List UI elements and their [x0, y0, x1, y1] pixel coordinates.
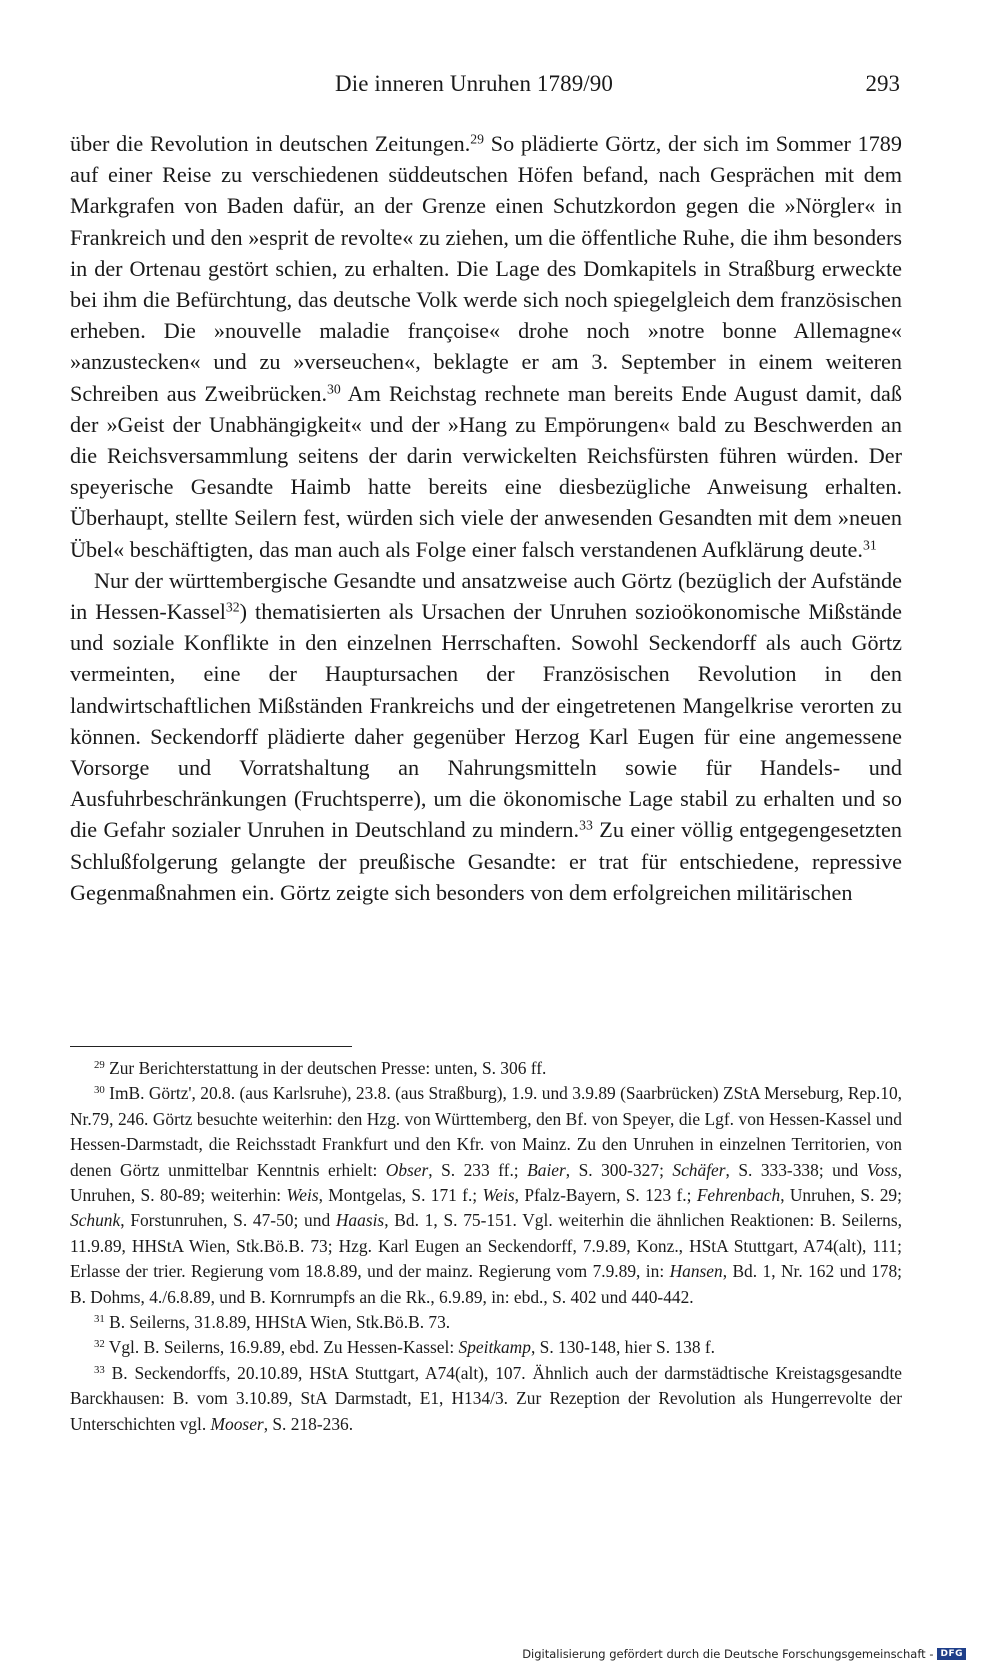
body-text [70, 128, 902, 908]
author-name: Hansen [669, 1261, 723, 1282]
footnote-32 [70, 1335, 902, 1360]
author-name: Obser [385, 1159, 429, 1180]
footnote-31 [70, 1310, 902, 1335]
page-number: 293 [865, 71, 900, 96]
footnote-divider [70, 1046, 352, 1047]
author-name: Weis [286, 1185, 319, 1206]
footnote-ref-32: 32 [225, 599, 240, 615]
text-run: , S. 233 ff.; [428, 1159, 528, 1180]
digitization-credit [522, 1647, 966, 1661]
running-title: Die inneren Unruhen 1789/90 [335, 71, 613, 96]
author-name: Speitkamp [458, 1337, 531, 1358]
author-name: Weis [482, 1185, 515, 1206]
footnote-number: 31 [94, 1313, 105, 1326]
footnote-number: 29 [94, 1059, 105, 1072]
text-run: Zu einer völlig entgegengesetzten Schlußfolgerung gelangte der preußische Gesandte: er trat für entschiedene, repressive Gegenmaßnahmen ein. Görtz zeigte sich besonders von dem erfolgreichen militärischen [70, 817, 902, 905]
footnote-ref-33: 33 [579, 817, 593, 833]
text-run: , Bd. 1, Nr. 162 und 178; B. Dohms, 4./6.8.89, und B. Kornrumpfs an die Rk., 6.9.89, in: ebd., S. 402 und 440-442. [70, 1261, 902, 1307]
text-run: , Bd. 1, S. 75-151. Vgl. weiterhin die ähnlichen Reaktionen: B. Seilerns, 11.9.89, HHStA Wien, Stk.Bö.B. 73; Hzg. Karl Eugen an Seckendorff, 7.9.89, Konz., HStA Stuttgart, A74(alt), 111; Erlasse der trier. Regierung vom 18.8.89, und der mainz. Regierung vom 7.9.89, in: [70, 1210, 902, 1282]
footnote-ref-29: 29 [470, 131, 484, 147]
footnote-number: 30 [94, 1084, 105, 1097]
text-run: über die Revolution in deutschen Zeitungen. [70, 131, 471, 156]
footnote-ref-31: 31 [862, 537, 877, 553]
paragraph-1 [70, 128, 902, 565]
footnote-text: B. Seilerns, 31.8.89, HHStA Wien, Stk.Bö.B. 73. [104, 1312, 451, 1333]
text-run: B. Seckendorffs, 20.10.89, HStA Stuttgart, A74(alt), 107. Ähnlich auch der darmstädtische Kreistagsgesandte Barckhausen: B. vom 3.10.89, StA Darmstadt, E1, H134/3. Zur Rezeption der Revolution als Hungerrevolte der Unterschichten vgl. [70, 1362, 902, 1434]
footnote-33 [70, 1361, 902, 1437]
footnote-number: 32 [94, 1338, 105, 1351]
footnote-ref-30: 30 [327, 381, 341, 397]
digitization-text: Digitalisierung gefördert durch die Deutsche Forschungsgemeinschaft - [522, 1647, 934, 1661]
footnote-number: 33 [94, 1363, 105, 1376]
text-run: ) thematisierten als Ursachen der Unruhen sozioökonomische Mißstände und soziale Konflikte in den einzelnen Herrschaften. Sowohl Seckendorff als auch Görtz vermeinten, eine der Hauptursachen der Französischen Revolution in den landwirtschaftlichen Mißständen Frankreichs und der eingetretenen Mangelkrise verorten zu können. Seckendorff plädierte daher gegenüber Herzog Karl Eugen für eine angemessene Vorsorge und Vorratshaltung an Nahrungsmitteln sowie für Handels- und Ausfuhrbeschränkungen (Fruchtsperre), um die ökonomische Lage stabil zu erhalten und so die Gefahr sozialer Unruhen in Deutschland zu mindern. [70, 599, 902, 843]
text-run: , Unruhen, S. 29; [780, 1185, 902, 1206]
footnote-29 [70, 1056, 902, 1081]
text-run: ImB. Görtz', 20.8. (aus Karlsruhe), 23.8. (aus Straßburg), 1.9. und 3.9.89 (Saarbrücken) ZStA Merseburg, Rep.10, Nr.79, 246. Görtz besuchte weiterhin: den Hzg. von Württemberg, den Bf. von Speyer, die Lgf. von Hessen-Kassel und Hessen-Darmstadt, die Reichsstadt Frankfurt und den Kfr. von Mainz. Zu den Unruhen in einzelnen Territorien, von denen Görtz unmittelbar Kenntnis erhielt: [70, 1083, 902, 1180]
author-name: Schäfer [672, 1159, 726, 1180]
text-run: Vgl. B. Seilerns, 16.9.89, ebd. Zu Hessen-Kassel: [104, 1337, 459, 1358]
author-name: Fehrenbach [696, 1185, 781, 1206]
text-run: So plädierte Görtz, der sich im Sommer 1789 auf einer Reise zu verschiedenen süddeutschen Höfen befand, nach Gesprächen mit dem Markgrafen von Baden dafür, an der Grenze einen Schutzkordon gegen die »Nörgler« in Frankreich und den »esprit de revolte« zu ziehen, um die öffentliche Ruhe, die ihm besonders in der Ortenau gestört schien, zu erhalten. Die Lage des Domkapitels in Straßburg erweckte bei ihm die Befürchtung, das deutsche Volk werde sich noch spiegelgleich dem französischen erheben. Die »nouvelle maladie françoise« drohe noch »notre bonne Allemagne« »anzustecken« und zu »verseuchen«, beklagte er am 3. September in einem weiteren Schreiben aus Zweibrücken. [70, 131, 902, 406]
author-name: Haasis [335, 1210, 385, 1231]
text-run: , S. 300-327; [565, 1159, 673, 1180]
text-run: , Montgelas, S. 171 f.; [318, 1185, 483, 1206]
author-name: Mooser [210, 1413, 264, 1434]
footnote-text: Zur Berichterstattung in der deutschen Presse: unten, S. 306 ff. [104, 1058, 547, 1078]
text-run: Nur der württembergische Gesandte und ansatzweise auch Görtz (bezüglich der Aufstände in Hessen-Kassel [70, 567, 902, 625]
author-name: Schunk [70, 1210, 121, 1231]
dfg-logo-icon: DFG [937, 1648, 966, 1660]
author-name: Baier [527, 1159, 566, 1180]
running-head [70, 71, 900, 101]
footnotes [70, 1056, 902, 1437]
text-run: Am Reichstag rechnete man bereits Ende August damit, daß der »Geist der Unabhängigkeit« und der »Hang zu Empörungen« bald zu Beschwerden an die Reichsversammlung seitens der darin verwickelten Reichsfürsten führen würden. Der speyerische Gesandte Haimb hatte bereits eine diesbezügliche Anweisung erhalten. Überhaupt, stellte Seilern fest, würden sich viele der anwesenden Gesandten mit dem »neuen Übel« beschäftigten, das man auch als Folge einer falsch verstandenen Aufklärung deute. [70, 380, 902, 562]
text-run: , Pfalz-Bayern, S. 123 f.; [514, 1185, 697, 1206]
text-run: , S. 333-338; und [725, 1159, 867, 1180]
author-name: Voss [866, 1159, 898, 1180]
text-run: , S. 218-236. [263, 1413, 354, 1434]
paragraph-2 [70, 565, 902, 908]
text-run: , Forstunruhen, S. 47-50; und [120, 1210, 336, 1231]
text-run: , S. 130-148, hier S. 138 f. [530, 1337, 715, 1358]
footnote-30 [70, 1081, 902, 1310]
text-run: , Unruhen, S. 80-89; weiterhin: [70, 1159, 902, 1206]
